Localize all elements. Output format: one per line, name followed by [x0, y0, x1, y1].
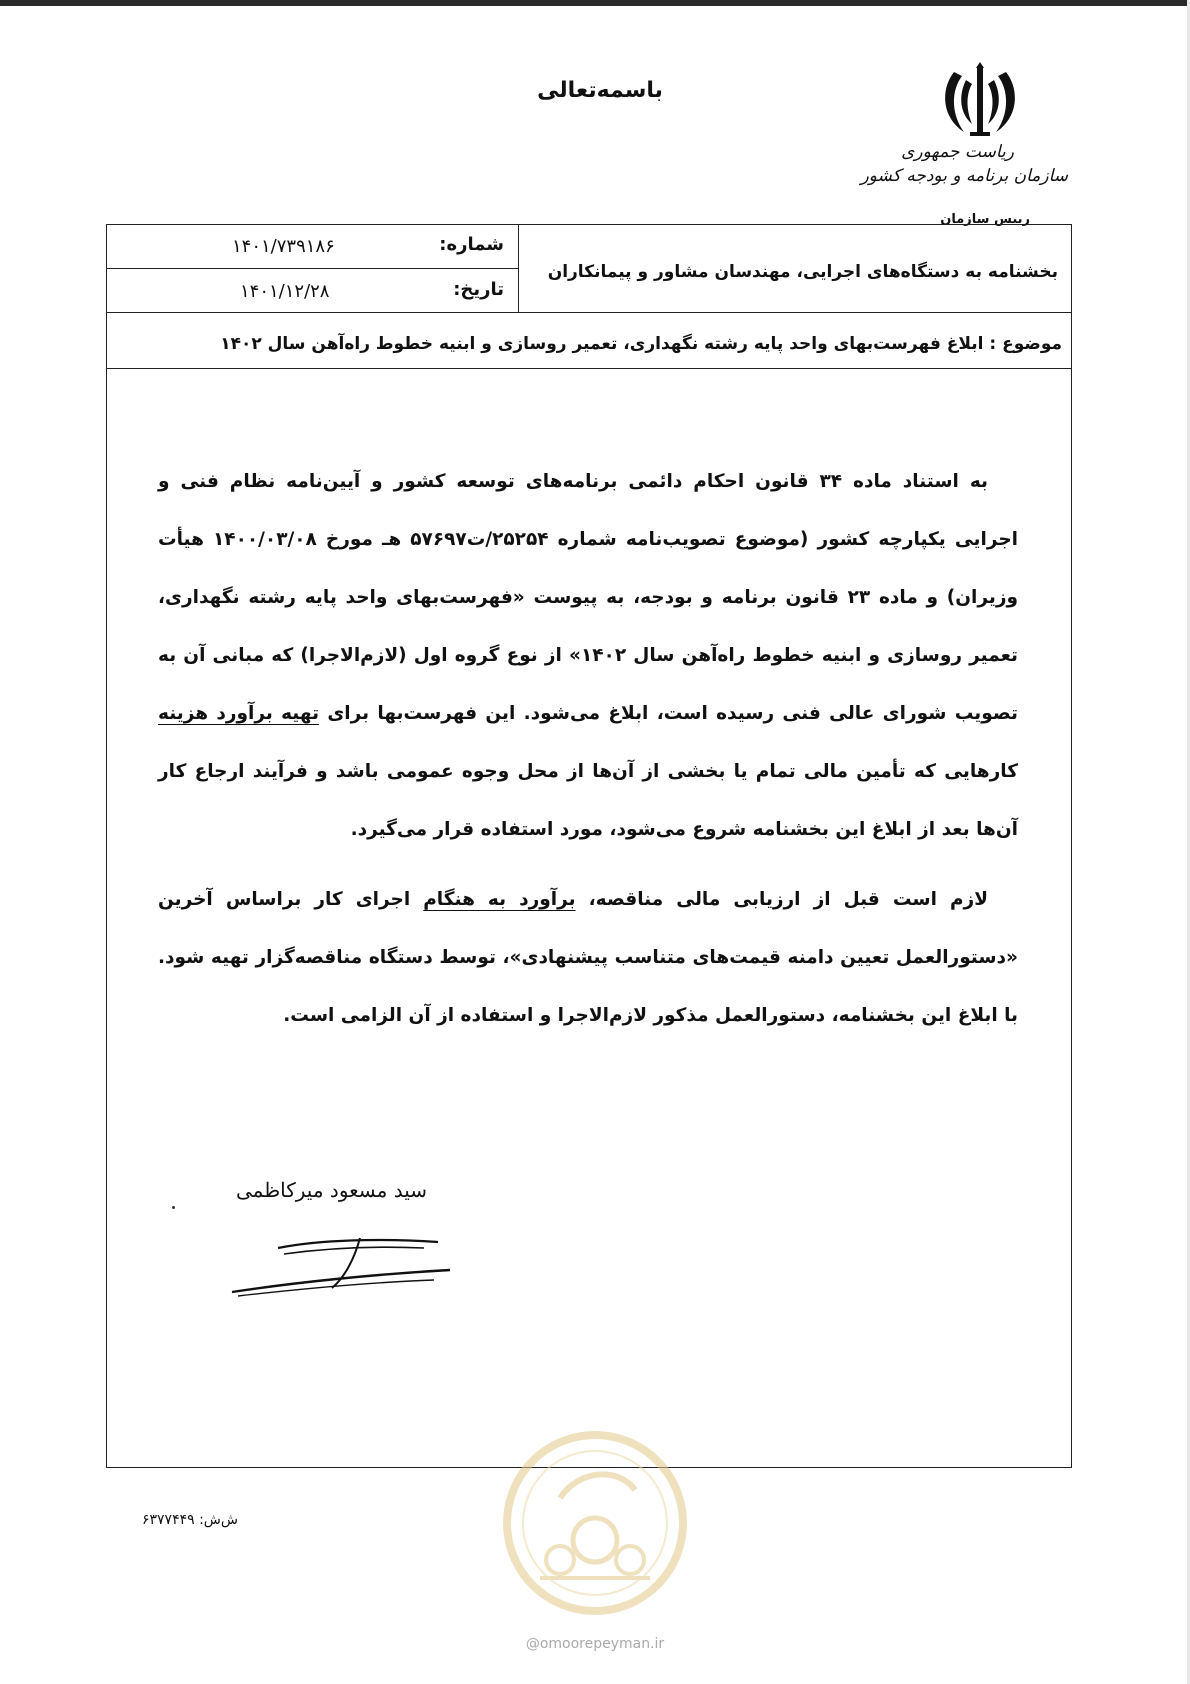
- date-label: تاریخ:: [453, 279, 504, 300]
- invocation-heading: باسمه‌تعالی: [537, 78, 663, 103]
- signer-name: سید مسعود میرکاظمی: [236, 1178, 427, 1202]
- iran-emblem-icon: [940, 62, 1020, 140]
- watermark-logo: [500, 1428, 690, 1618]
- subject-line: موضوع : ابلاغ فهرست‌بهای واحد پایه رشته نگهداری، تعمیر روسازی و ابنیه خطوط راه‌آهن سال ۱۴۰۲: [220, 334, 1062, 354]
- number-label: شماره:: [439, 234, 504, 255]
- number-value: ۱۴۰۱/۷۳۹۱۸۶: [232, 236, 335, 257]
- org-presidency: ریاست جمهوری: [901, 142, 1014, 162]
- recipient-line: بخشنامه به دستگاه‌های اجرایی، مهندسان مشاور و پیمانکاران: [547, 262, 1058, 282]
- ink-dot: [172, 1206, 175, 1209]
- body-text: اجرای کار براساس آخرین «دستورالعمل تعیین دامنه قیمت‌های متناسب پیشنهادی»، توسط دستگاه مناقصه‌گزار تهیه شود. با ابلاغ این بخشنامه، دستورالعمل مذکور لازم‌الاجرا و استفاده از آن الزامی است.: [158, 889, 1018, 1026]
- underlined-phrase: تهیه برآورد هزینه: [158, 703, 320, 724]
- divider: [106, 268, 518, 269]
- watermark-url: @omoorepeyman.ir: [525, 1636, 665, 1652]
- divider: [106, 312, 1072, 313]
- body-text: لازم است قبل از ارزیابی مالی مناقصه،: [588, 889, 988, 910]
- body-text: به استناد ماده ۳۴ قانون احکام دائمی برنامه‌های توسعه کشور و آیین‌نامه نظام فنی و اجرایی یکپارچه کشور (موضوع تصویب‌نامه شماره ۲۵۲۵۴/ت۵۷۶۹۷ هـ مورخ ۱۴۰۰/۰۳/۰۸ هیأت وزیران) و ماده ۲۳ قانون برنامه و بودجه، به پیوست «فهرست‌بهای واحد پایه رشته نگهداری، تعمیر روسازی و ابنیه خطوط راه‌آهن سال ۱۴۰۲» از نوع گروه اول (لازم‌الاجرا) که مبانی آن به تصویب شورای عالی فنی رسیده است، ابلاغ می‌شود. این فهرست‌بها برای: [158, 471, 1019, 724]
- reference-code: ش‌ش: ۶۳۷۷۴۴۹: [142, 1512, 238, 1528]
- divider: [106, 368, 1072, 369]
- org-name: سازمان برنامه و بودجه کشور: [860, 166, 1068, 186]
- date-value: ۱۴۰۱/۱۲/۲۸: [240, 281, 330, 302]
- org-head-title: رییس سازمان: [940, 212, 1030, 227]
- scan-top-edge: [0, 0, 1190, 6]
- letterhead: [860, 62, 1070, 232]
- body-text: کارهایی که تأمین مالی تمام یا بخشی از آن‌ها از محل وجوه عمومی باشد و فرآیند ارجاع کار آن‌ها بعد از ابلاغ این بخشنامه شروع می‌شود، مورد استفاده قرار می‌گیرد.: [158, 761, 1018, 840]
- handwritten-signature: [228, 1230, 468, 1300]
- body-paragraph: [158, 453, 1018, 859]
- underlined-phrase: برآورد به هنگام: [423, 889, 576, 910]
- body-paragraph: [158, 871, 1018, 1045]
- divider: [518, 224, 519, 312]
